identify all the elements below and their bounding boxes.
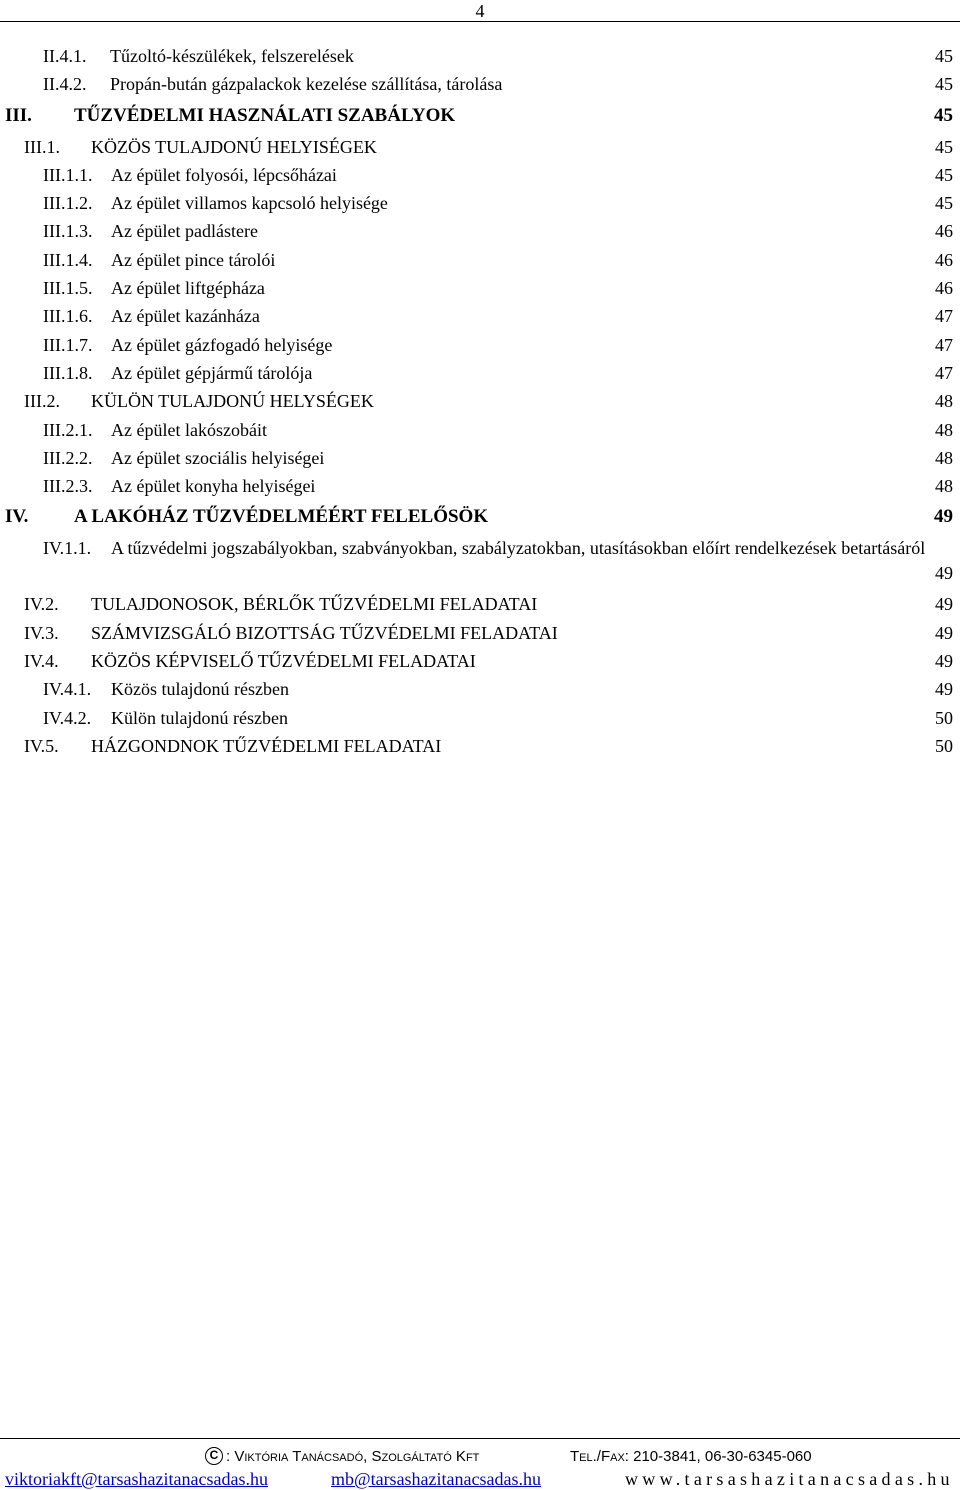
toc-section-title: KÜLÖN TULAJDONÚ HELYSÉGEK bbox=[91, 391, 374, 412]
toc-section-page: 49 bbox=[935, 651, 953, 672]
toc-entry[interactable] bbox=[0, 217, 960, 245]
toc-section[interactable] bbox=[0, 647, 960, 675]
toc-entry-number: III.1.6. bbox=[43, 306, 93, 327]
toc-entry[interactable] bbox=[0, 444, 960, 472]
toc-chapter-title: TŰZVÉDELMI HASZNÁLATI SZABÁLYOK bbox=[74, 104, 456, 126]
toc-entry-title: Az épület kazánháza bbox=[111, 306, 260, 327]
toc-entry-number: III.1.4. bbox=[43, 249, 93, 270]
toc-entry-number: III.1.8. bbox=[43, 362, 93, 383]
toc-section-title: SZÁMVIZSGÁLÓ BIZOTTSÁG TŰZVÉDELMI FELADATAI bbox=[91, 622, 558, 643]
toc-section-title: HÁZGONDNOK TŰZVÉDELMI FELADATAI bbox=[91, 735, 442, 756]
toc-entry-title: Az épület szociális helyiségei bbox=[111, 447, 325, 468]
toc-entry[interactable] bbox=[0, 161, 960, 189]
toc-entry[interactable] bbox=[0, 472, 960, 500]
table-of-contents bbox=[0, 42, 960, 760]
toc-section-page: 49 bbox=[935, 622, 953, 643]
toc-section-number: IV.4. bbox=[24, 651, 59, 672]
toc-section-page: 50 bbox=[935, 735, 953, 756]
toc-section[interactable] bbox=[0, 732, 960, 760]
toc-entry[interactable] bbox=[0, 675, 960, 703]
toc-entry-title: Az épület pince tárolói bbox=[111, 249, 276, 270]
toc-entry-number: III.2.3. bbox=[43, 476, 93, 497]
toc-entry-title: Közös tulajdonú részben bbox=[111, 679, 289, 700]
toc-entry-page: 46 bbox=[935, 249, 953, 270]
toc-entry-title: Az épület folyosói, lépcsőházai bbox=[111, 164, 337, 185]
toc-entry-page: 48 bbox=[935, 476, 953, 497]
toc-entry-page: 49 bbox=[935, 679, 953, 700]
toc-entry-page: 48 bbox=[935, 419, 953, 440]
toc-section-number: III.2. bbox=[24, 391, 60, 412]
toc-entry[interactable] bbox=[0, 534, 960, 590]
toc-section-number: IV.2. bbox=[24, 594, 59, 615]
toc-entry[interactable] bbox=[0, 331, 960, 359]
toc-chapter-title: A LAKÓHÁZ TŰZVÉDELMÉÉRT FELELŐSÖK bbox=[74, 506, 489, 528]
toc-section-title: KÖZÖS KÉPVISELŐ TŰZVÉDELMI FELADATAI bbox=[91, 651, 476, 672]
toc-entry-title: Az épület lakószobáit bbox=[111, 419, 267, 440]
footer-email-link-1[interactable]: viktoriakft@tarsashazitanacsadas.hu bbox=[5, 1469, 268, 1489]
footer-rule bbox=[0, 1438, 960, 1439]
toc-entry[interactable] bbox=[0, 189, 960, 217]
toc-entry-page: 46 bbox=[935, 221, 953, 242]
toc-entry-page: 47 bbox=[935, 306, 953, 327]
toc-entry-number: II.4.2. bbox=[43, 74, 87, 95]
toc-entry-title: Az épület liftgépháza bbox=[111, 278, 265, 299]
toc-section-page: 49 bbox=[935, 594, 953, 615]
toc-entry-title: Az épület villamos kapcsoló helyisége bbox=[111, 193, 388, 214]
toc-entry[interactable] bbox=[0, 359, 960, 387]
toc-entry[interactable] bbox=[0, 704, 960, 732]
toc-entry[interactable] bbox=[0, 416, 960, 444]
footer-phone: Tel./Fax: 210-3841, 06-30-6345-060 bbox=[570, 1448, 812, 1465]
toc-chapter-number: IV. bbox=[5, 506, 29, 528]
toc-section[interactable] bbox=[0, 387, 960, 415]
toc-entry-title: Propán-bután gázpalackok kezelése szállítása, tárolása bbox=[110, 74, 503, 95]
footer-email-link-2[interactable]: mb@tarsashazitanacsadas.hu bbox=[331, 1469, 541, 1489]
toc-section-number: IV.5. bbox=[24, 735, 59, 756]
page-number: 4 bbox=[475, 1, 485, 21]
toc-entry-title: Az épület konyha helyiségei bbox=[111, 476, 316, 497]
toc-chapter-page: 49 bbox=[934, 506, 953, 528]
toc-chapter-number: III. bbox=[5, 104, 32, 126]
toc-chapter[interactable] bbox=[0, 500, 960, 534]
toc-entry-page: 46 bbox=[935, 278, 953, 299]
footer-company: : Viktória Tanácsadó, Szolgáltató Kft bbox=[226, 1448, 480, 1465]
toc-entry-page: 48 bbox=[935, 447, 953, 468]
toc-section[interactable] bbox=[0, 619, 960, 647]
toc-entry[interactable] bbox=[0, 42, 960, 70]
toc-section-page: 48 bbox=[935, 391, 953, 412]
toc-entry-number: III.1.3. bbox=[43, 221, 93, 242]
toc-entry-number: IV.4.2. bbox=[43, 707, 92, 728]
toc-entry[interactable] bbox=[0, 302, 960, 330]
header-rule bbox=[0, 21, 960, 22]
toc-entry-page: 47 bbox=[935, 334, 953, 355]
toc-entry-title: Tűzoltó-készülékek, felszerelések bbox=[110, 46, 354, 66]
toc-entry-page: 50 bbox=[935, 707, 953, 728]
toc-entry-page: 47 bbox=[935, 362, 953, 383]
toc-entry-page: 49 bbox=[935, 563, 953, 584]
toc-entry-number: IV.4.1. bbox=[43, 679, 92, 700]
toc-section[interactable] bbox=[0, 133, 960, 161]
toc-entry[interactable] bbox=[0, 70, 960, 98]
toc-section-title: KÖZÖS TULAJDONÚ HELYISÉGEK bbox=[91, 136, 377, 157]
toc-entry-title: Külön tulajdonú részben bbox=[111, 707, 288, 728]
toc-entry-number: III.1.1. bbox=[43, 164, 93, 185]
toc-entry-number: III.1.7. bbox=[43, 334, 93, 355]
copyright-icon: C bbox=[205, 1447, 223, 1465]
toc-entry-title: Az épület gépjármű tárolója bbox=[111, 362, 313, 383]
toc-section-number: III.1. bbox=[24, 136, 60, 157]
toc-entry-number: III.1.5. bbox=[43, 278, 93, 299]
toc-entry-number: III.2.2. bbox=[43, 447, 93, 468]
toc-chapter[interactable] bbox=[0, 99, 960, 133]
toc-section[interactable] bbox=[0, 590, 960, 618]
toc-entry-page: 45 bbox=[935, 74, 953, 95]
toc-entry-page: 45 bbox=[935, 193, 953, 214]
footer-contact-line bbox=[0, 1468, 960, 1490]
toc-section-number: IV.3. bbox=[24, 622, 59, 643]
footer-company-line bbox=[0, 1446, 960, 1468]
toc-section-page: 45 bbox=[935, 136, 953, 157]
toc-entry-number: III.2.1. bbox=[43, 419, 93, 440]
toc-entry-number: III.1.2. bbox=[43, 193, 93, 214]
toc-entry-page: 45 bbox=[935, 164, 953, 185]
footer-website[interactable]: www.tarsashazitanacsadas.hu bbox=[625, 1469, 954, 1489]
toc-entry-page: 45 bbox=[935, 46, 953, 66]
toc-entry-number: II.4.1. bbox=[43, 46, 87, 66]
toc-entry-title: Az épület gázfogadó helyisége bbox=[111, 334, 333, 355]
toc-entry-title: Az épület padlástere bbox=[111, 221, 258, 242]
toc-entry-number: IV.1.1. bbox=[43, 538, 92, 559]
toc-entry-title: A tűzvédelmi jogszabályokban, szabványokban, szabályzatokban, utasításokban előírt rendelkezések betartásáról bbox=[111, 538, 926, 559]
toc-entry[interactable] bbox=[0, 274, 960, 302]
toc-section-title: TULAJDONOSOK, BÉRLŐK TŰZVÉDELMI FELADATAI bbox=[91, 594, 538, 615]
toc-chapter-page: 45 bbox=[934, 104, 953, 126]
toc-entry[interactable] bbox=[0, 246, 960, 274]
